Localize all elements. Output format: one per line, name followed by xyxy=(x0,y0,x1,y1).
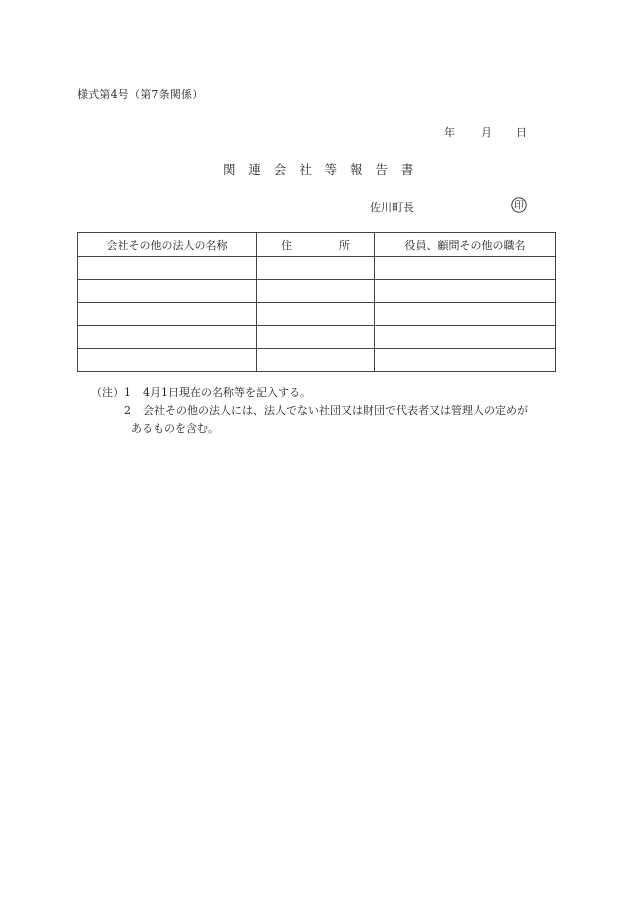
note-item xyxy=(91,402,561,420)
document-title: 関 連 会 社 等 報 告 書 xyxy=(223,162,414,177)
header-address-right: 所 xyxy=(339,238,350,252)
date-year-label: 年 xyxy=(444,126,455,139)
notes-label: （注） xyxy=(91,386,124,399)
role-cell[interactable] xyxy=(375,257,556,280)
role-cell[interactable] xyxy=(375,280,556,303)
note-number: 1 xyxy=(124,386,131,399)
address-cell[interactable] xyxy=(257,280,375,303)
address-cell[interactable] xyxy=(257,257,375,280)
notes-section xyxy=(91,384,561,438)
table-row xyxy=(78,257,556,280)
header-company-name: 会社その他の法人の名称 xyxy=(78,233,257,257)
address-cell[interactable] xyxy=(257,349,375,372)
note-text: 4月1日現在の名称等を記入する。 xyxy=(143,386,311,399)
role-cell[interactable] xyxy=(375,303,556,326)
seal-icon xyxy=(511,197,527,213)
note-item xyxy=(91,384,561,402)
note-continuation: あるものを含む。 xyxy=(131,422,219,435)
table-row xyxy=(78,280,556,303)
role-cell[interactable] xyxy=(375,326,556,349)
note-continuation-row xyxy=(91,420,561,438)
address-cell[interactable] xyxy=(257,303,375,326)
header-role: 役員、顧問その他の職名 xyxy=(375,233,556,257)
form-number: 様式第4号（第7条関係） xyxy=(77,88,204,101)
company-name-cell[interactable] xyxy=(78,257,257,280)
note-number: 2 xyxy=(124,404,131,417)
related-companies-table xyxy=(77,232,556,372)
address-cell[interactable] xyxy=(257,326,375,349)
company-name-cell[interactable] xyxy=(78,326,257,349)
addressee: 佐川町長 xyxy=(370,201,414,214)
table-header-row xyxy=(78,233,556,257)
date-day-label: 日 xyxy=(516,126,527,139)
note-text: 会社その他の法人には、法人でない社団又は財団で代表者又は管理人の定めが xyxy=(143,404,528,417)
header-address xyxy=(257,233,375,257)
date-month-label: 月 xyxy=(481,126,492,139)
company-name-cell[interactable] xyxy=(78,349,257,372)
role-cell[interactable] xyxy=(375,349,556,372)
table-row xyxy=(78,303,556,326)
table-row xyxy=(78,326,556,349)
header-address-left: 住 xyxy=(281,238,292,252)
seal-glyph: 印 xyxy=(514,200,524,212)
table-row xyxy=(78,349,556,372)
company-name-cell[interactable] xyxy=(78,303,257,326)
company-name-cell[interactable] xyxy=(78,280,257,303)
